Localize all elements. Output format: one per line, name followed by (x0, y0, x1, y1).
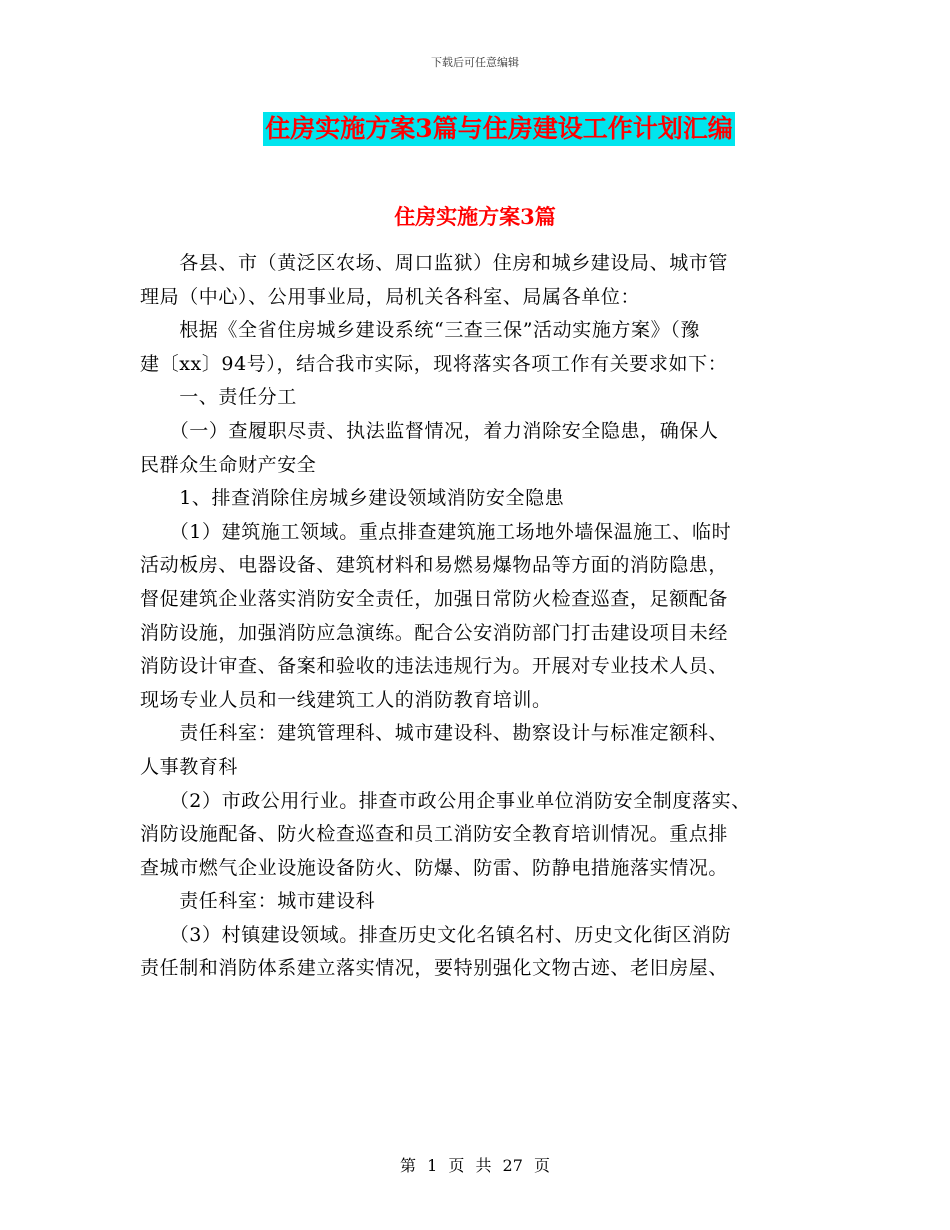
body-line: 现场专业人员和一线建筑工人的消防教育培训。 (140, 688, 552, 711)
body-line: 责任科室：城市建设科 (140, 890, 376, 913)
body-line: （一）查履职尽责、执法监督情况，着力消除安全隐患，确保人 (140, 419, 719, 442)
page-footer: 第 1 页 共 27 页 (400, 1156, 550, 1175)
body-line: 1、排查消除住房城乡建设领域消防安全隐患 (140, 487, 565, 510)
body-line: 活动板房、电器设备、建筑材料和易燃易爆物品等方面的消防隐患， (140, 554, 729, 577)
body-line: 查城市燃气企业设施设备防火、防爆、防雷、防静电措施落实情况。 (140, 856, 729, 879)
body-line: （3）村镇建设领域。排查历史文化名镇名村、历史文化街区消防 (140, 923, 732, 946)
body-line: 一、责任分工 (140, 386, 297, 409)
body-line: 消防设施，加强消防应急演练。配合公安消防部门打击建设项目未经 (140, 621, 729, 644)
body-line: 各县、市（黄泛区农场、周口监狱）住房和城乡建设局、城市管 (140, 252, 729, 274)
body-line: 消防设施配备、防火检查巡查和员工消防安全教育培训情况。重点排 (140, 823, 729, 846)
main-title-container (0, 112, 950, 146)
main-title: 住房实施方案3篇与住房建设工作计划汇编 (263, 112, 734, 146)
body-line: 民群众生命财产安全 (140, 453, 317, 476)
body-line: （2）市政公用行业。排查市政公用企事业单位消防安全制度落实、 (140, 789, 751, 812)
document-body (140, 247, 840, 986)
body-line: 理局（中心）、公用事业局，局机关各科室、局属各单位： (140, 285, 641, 308)
header-note: 下载后可任意编辑 (431, 56, 519, 69)
body-line: 责任科室：建筑管理科、城市建设科、勘察设计与标准定额科、 (140, 722, 729, 745)
body-line: 建〔xx〕94号），结合我市实际，现将落实各项工作有关要求如下： (140, 352, 728, 375)
body-line: 根据《全省住房城乡建设系统“三查三保”活动实施方案》（豫 (140, 319, 700, 342)
body-line: 督促建筑企业落实消防安全责任，加强日常防火检查巡查，足额配备 (140, 587, 729, 610)
body-line: 人事教育科 (140, 755, 239, 778)
body-line: 消防设计审查、备案和验收的违法违规行为。开展对专业技术人员、 (140, 655, 729, 678)
body-line: （1）建筑施工领域。重点排查建筑施工场地外墙保温施工、临时 (140, 520, 732, 543)
body-line: 责任制和消防体系建立落实情况，要特别强化文物古迹、老旧房屋、 (140, 957, 729, 980)
section-title: 住房实施方案3篇 (394, 204, 556, 229)
